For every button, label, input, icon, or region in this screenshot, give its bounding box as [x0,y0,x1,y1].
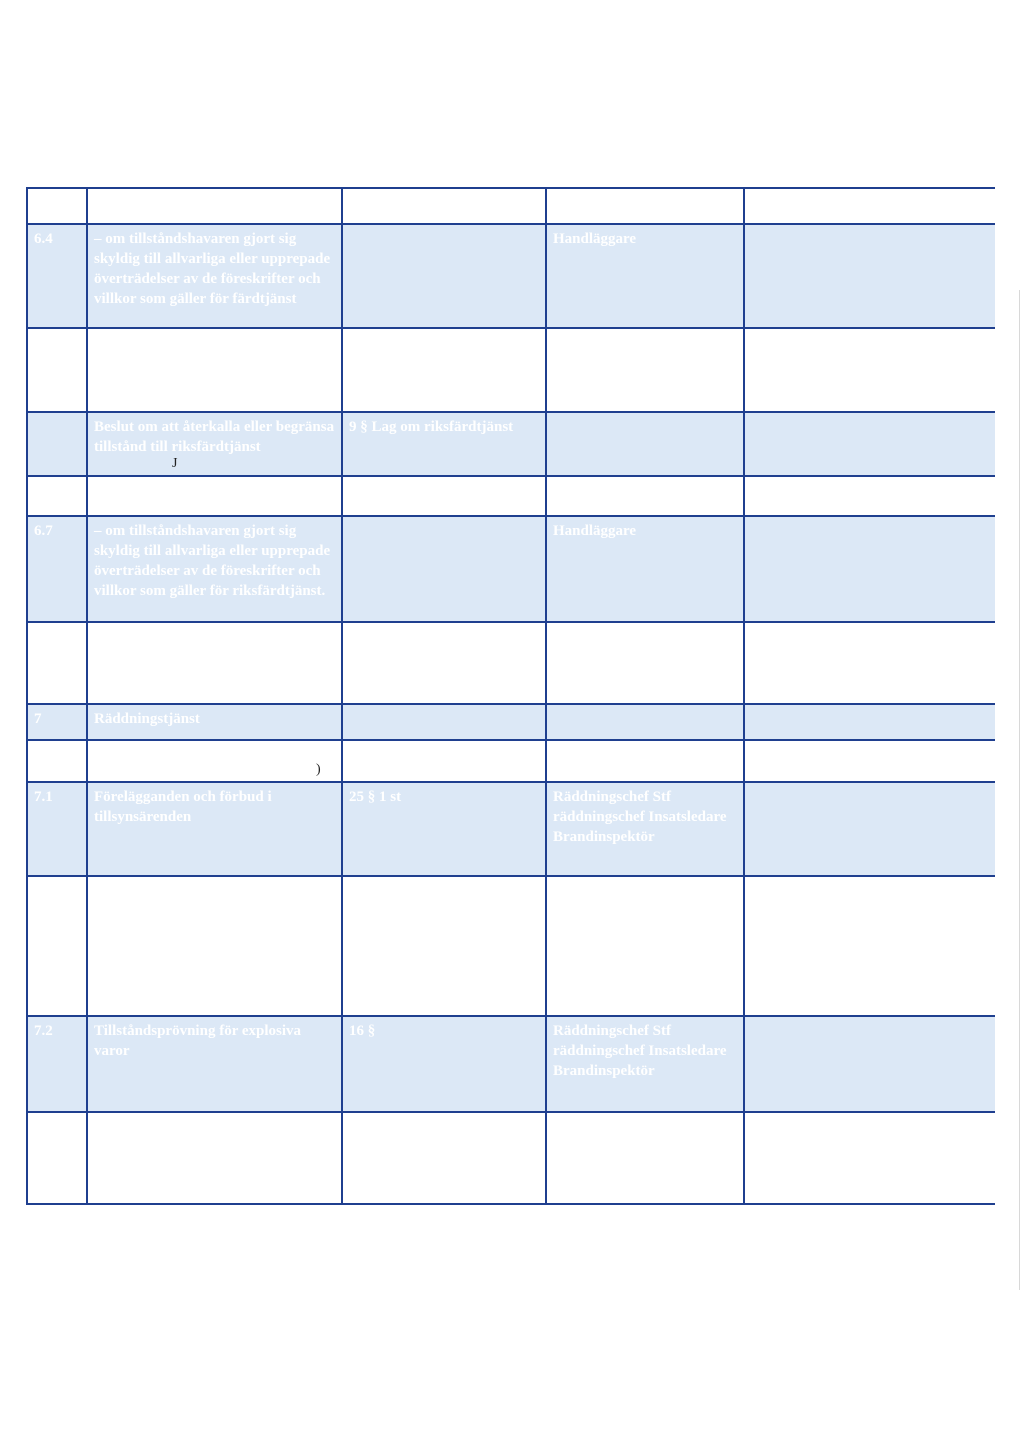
matter-cell: – om tillståndshavaren gjort sig skyldig till allvarliga eller upprepade överträdelser av de föreskrifter och villkor som gäller för riksfärdtjänst. [87,516,342,622]
table-row [27,740,995,782]
delegate-cell: Räddningschef Stf räddningschef Insatsledare Brandinspektör [546,1016,744,1112]
legal-reference-cell [342,476,546,516]
delegate-cell: Handläggare [546,516,744,622]
table-row [27,328,995,412]
note-cell [744,1112,995,1204]
table-row [27,516,995,622]
matter-cell: – om tillståndshavaren gjort sig skyldig till allvarliga eller upprepade överträdelser av de föreskrifter och villkor som gäller för färdtjänst [87,224,342,328]
note-cell [744,622,995,704]
note-cell [744,1016,995,1112]
delegate-cell [546,622,744,704]
legal-reference-cell [342,704,546,740]
note-cell [744,188,995,224]
section-number-cell [27,876,87,1016]
note-cell [744,704,995,740]
table-row [27,224,995,328]
legal-reference-cell [342,516,546,622]
legal-reference-cell [342,224,546,328]
table-row [27,1112,995,1204]
table-row [27,704,995,740]
delegate-cell [546,876,744,1016]
legal-reference-cell [342,1112,546,1204]
scan-edge [1019,290,1020,1290]
note-cell [744,224,995,328]
legal-reference-cell [342,188,546,224]
legal-reference-cell [342,876,546,1016]
matter-cell: Tillståndsprövning för explosiva varor [87,1016,342,1112]
section-number-cell: 7.2 [27,1016,87,1112]
delegate-cell [546,740,744,782]
delegate-cell: Räddningschef Stf räddningschef Insatsledare Brandinspektör [546,782,744,876]
note-cell [744,876,995,1016]
note-cell [744,782,995,876]
note-cell [744,740,995,782]
matter-cell [87,188,342,224]
stray-mark: J [172,456,178,471]
delegate-cell: Handläggare [546,224,744,328]
note-cell [744,412,995,476]
section-number-cell [27,328,87,412]
table-row [27,876,995,1016]
stray-mark: ) [316,762,321,777]
matter-cell [87,622,342,704]
section-number-cell [27,412,87,476]
matter-cell [87,328,342,412]
table-row [27,622,995,704]
section-number-cell [27,188,87,224]
matter-cell [87,740,342,782]
matter-cell [87,876,342,1016]
section-number-cell [27,1112,87,1204]
delegate-cell [546,188,744,224]
legal-reference-cell: 25 § 1 st [342,782,546,876]
matter-cell: Räddningstjänst [87,704,342,740]
matter-cell [87,1112,342,1204]
table-body [27,188,995,1204]
section-number-cell: 7.1 [27,782,87,876]
delegate-cell [546,704,744,740]
delegation-table [26,187,995,1205]
table-row [27,476,995,516]
legal-reference-cell [342,622,546,704]
matter-cell: Beslut om att återkalla eller begränsa tillstånd till riksfärdtjänst [87,412,342,476]
legal-reference-cell: 16 § [342,1016,546,1112]
section-number-cell: 6.7 [27,516,87,622]
section-number-cell [27,622,87,704]
matter-cell: Förelägganden och förbud i tillsynsärenden [87,782,342,876]
delegate-cell [546,328,744,412]
note-cell [744,328,995,412]
note-cell [744,476,995,516]
table-row [27,782,995,876]
legal-reference-cell [342,328,546,412]
section-number-cell: 7 [27,704,87,740]
legal-reference-cell: 9 § Lag om riksfärdtjänst [342,412,546,476]
section-number-cell: 6.4 [27,224,87,328]
matter-cell [87,476,342,516]
note-cell [744,516,995,622]
section-number-cell [27,740,87,782]
table-row [27,1016,995,1112]
delegate-cell [546,1112,744,1204]
delegate-cell [546,476,744,516]
table-row [27,188,995,224]
delegate-cell [546,412,744,476]
section-number-cell [27,476,87,516]
legal-reference-cell [342,740,546,782]
